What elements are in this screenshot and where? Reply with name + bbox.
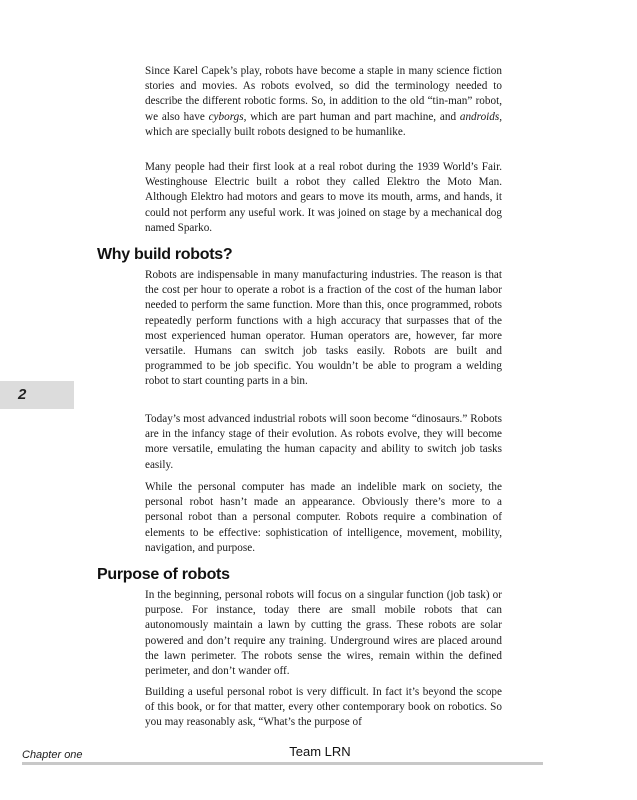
footer-chapter-label: Chapter one xyxy=(22,749,83,761)
paragraph-personal-computer xyxy=(145,480,502,556)
paragraph-worlds-fair xyxy=(145,160,502,236)
paragraph-text: which are specially built robots designed to be humanlike. xyxy=(145,125,406,138)
section-heading-purpose-of-robots: Purpose of robots xyxy=(97,566,230,583)
term-cyborgs: cyborgs, xyxy=(208,110,247,123)
paragraph-building-robot xyxy=(145,685,502,731)
term-androids: androids, xyxy=(459,110,503,123)
footer-center-text: Team LRN xyxy=(289,744,351,759)
footer-rule xyxy=(22,762,543,765)
paragraph-text: Today’s most advanced industrial robots will soon become “dinosaurs.” Robots are in the infancy stage of their evolution. As robots evolve, they will become more versatile, emulating the human capacity and ability to switch job tasks easily. xyxy=(145,413,502,471)
paragraph-text: While the personal computer has made an indelible mark on society, the personal robot hasn’t made an appearance. Obviously there’s more to a personal robot than a personal computer. Robots require a combination of elements to be effective: sophistication of intelligence, movement, mobility, navigation, and purpose. xyxy=(145,481,502,554)
paragraph-text: which are part human and part machine, and xyxy=(246,110,460,123)
paragraph-text: Since Karel Capek’s play, robots have become a staple in many science fiction stories and movies. As robots evolved, so did the terminology needed to describe the different robotic forms. So, in addition to the old “tin-man” robot, we also have xyxy=(145,65,502,123)
paragraph-robot-terminology xyxy=(145,64,502,140)
section-heading-why-build-robots: Why build robots? xyxy=(97,246,233,263)
paragraph-lawn-robots xyxy=(145,588,502,679)
chapter-number-tab: 2 xyxy=(0,381,74,409)
paragraph-text: Robots are indispensable in many manufacturing industries. The reason is that the cost per hour to operate a robot is a fraction of the cost of the human labor needed to perform the same function. More than this, once programmed, robots repeatedly perform functions with a high accuracy that surpasses that of the most experienced human operator. Human operators are, however, far more versatile. Humans can switch job tasks easily. Robots are built and programmed to be job specific. You wouldn’t be able to program a welding robot to start counting parts in a bin. xyxy=(145,269,502,388)
paragraph-dinosaurs xyxy=(145,412,502,473)
paragraph-text: In the beginning, personal robots will focus on a singular function (job task) or purpose. For instance, today there are small mobile robots that can autonomously maintain a lawn by cutting the grass. These robots are solar powered and don’t require any training. Underground wires are placed around the lawn perimeter. The robots sense the wires, remain within the defined perimeter, and don’t wander off. xyxy=(145,589,502,678)
paragraph-text: Many people had their first look at a real robot during the 1939 World’s Fair. Westinghouse Electric built a robot they called Elektro the Moto Man. Although Elektro had motors and gears to move its mouth, arms, and hands, it could not perform any useful work. It was joined on stage by a mechanical dog named Sparko. xyxy=(145,161,502,234)
paragraph-manufacturing xyxy=(145,268,502,390)
paragraph-text: Building a useful personal robot is very difficult. In fact it’s beyond the scope of this book, or for that matter, every other contemporary book on robotics. So you may reasonably ask, “What’s the purpose of xyxy=(145,686,502,729)
